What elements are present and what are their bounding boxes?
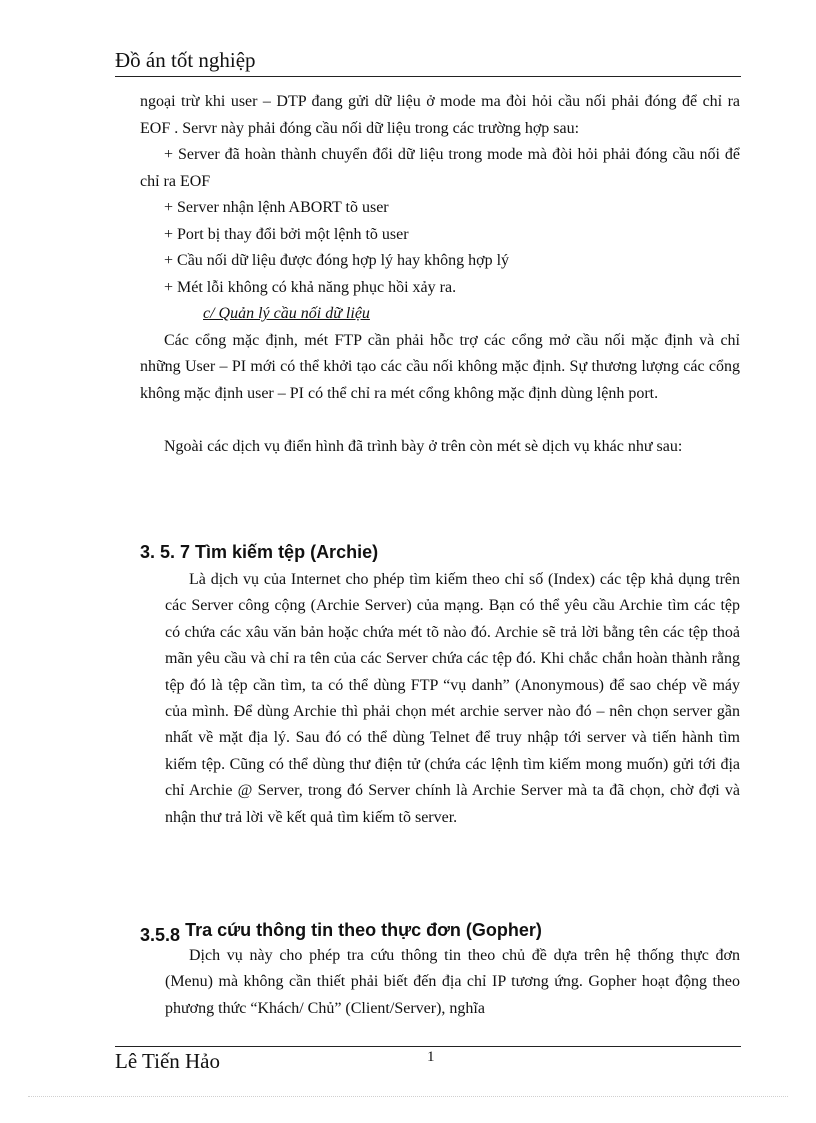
bullet-item: + Cầu nối dữ liệu được đóng hợp lý hay không hợp lý (164, 252, 510, 269)
footer-author: Lê Tiến Hảo (115, 1049, 220, 1073)
paragraph: Các cổng mặc định, mét FTP cần phải hỗc trợ các cổng mở cầu nối mặc định và chỉ những User – PI mới có thể khởi tạo các cầu nối không mặc định. Sự thương lượng các cổng không mặc định user – PI có thể chỉ ra mét cổng không mặc định dùng lệnh port. (140, 331, 740, 402)
section-title: Tra cứu thông tin theo thực đơn (Gopher) (185, 920, 542, 940)
bullet-item: + Server nhận lệnh ABORT tõ user (164, 199, 389, 216)
section-heading-archie: 3. 5. 7 Tìm kiếm tệp (Archie) (140, 542, 379, 562)
header-divider (115, 76, 741, 77)
footer-divider (115, 1046, 741, 1047)
paragraph: Ngoài các dịch vụ điển hình đã trình bày ở trên còn mét sè dịch vụ khác như sau: (164, 437, 683, 455)
section-heading-gopher (140, 920, 542, 945)
paragraph: Là dịch vụ của Internet cho phép tìm kiếm theo chỉ số (Index) các tệp khả dụng trên các Server công cộng (Archie Server) của mạng. Bạn có thể yêu cầu Archie tìm các tệp có chứa các xâu văn bản hoặc chứa mét tõ nào đó. Archie sẽ trả lời bằng tên các tệp thoả mãn yêu cầu và chỉ ra tên của các Server chứa các tệp đó. Khi chắc chắn hoàn thành rằng tệp đó là tệp cần tìm, ta có thể dùng FTP “vụ danh” (Anonymous) để sao chép về máy của mình. Để dùng Archie thì phải chọn mét archie server nào đó – nên chọn server gần nhất về mặt địa lý. Sau đó có thể dùng Telnet để truy nhập tới server và tiến hành tìm kiếm tệp. Cũng có thể dùng thư điện tử (chứa các lệnh tìm kiếm mong muốn) gửi tới địa chỉ Archie @ Server, trong đó Server chính là Archie Server mà ta đã chọn, chờ đợi và nhận thư trả lời về kết quả tìm kiếm tõ server. (165, 571, 740, 826)
paragraph: Dịch vụ này cho phép tra cứu thông tin theo chủ đề dựa trên hệ thống thực đơn (Menu) mà không cần thiết phải biết đến địa chỉ IP tương ứng. Gopher hoạt động theo phương thức “Khách/ Chủ” (Client/Server), nghĩa (165, 947, 740, 1017)
bullet-item: + Port bị thay đổi bởi một lệnh tõ user (164, 225, 409, 243)
section-number: 3.5.8 (140, 925, 181, 945)
section-gopher-body (165, 943, 740, 1022)
bullet-item: + Mét lỗi không có khả năng phục hồi xảy ra. (164, 278, 457, 296)
page-bottom-dotted-line (28, 1096, 788, 1097)
intro-text (140, 89, 740, 460)
bullet-item: + Server đã hoàn thành chuyển đổi dữ liệu trong mode mà đòi hỏi phải đóng cầu nối để chỉ ra EOF (140, 146, 740, 190)
paragraph: ngoại trừ khi user – DTP đang gửi dữ liệu ở mode ma đòi hỏi cầu nối phải đóng để chỉ ra EOF . Servr này phải đóng cầu nối dữ liệu trong các trường hợp sau: (140, 93, 740, 137)
subsection-heading: c/ Quản lý cầu nối dữ liệu (203, 305, 370, 322)
page-number: 1 (427, 1049, 435, 1065)
page-header-title: Đồ án tốt nghiệp (115, 48, 256, 72)
section-archie-body (165, 567, 740, 831)
blank-line (140, 407, 740, 434)
